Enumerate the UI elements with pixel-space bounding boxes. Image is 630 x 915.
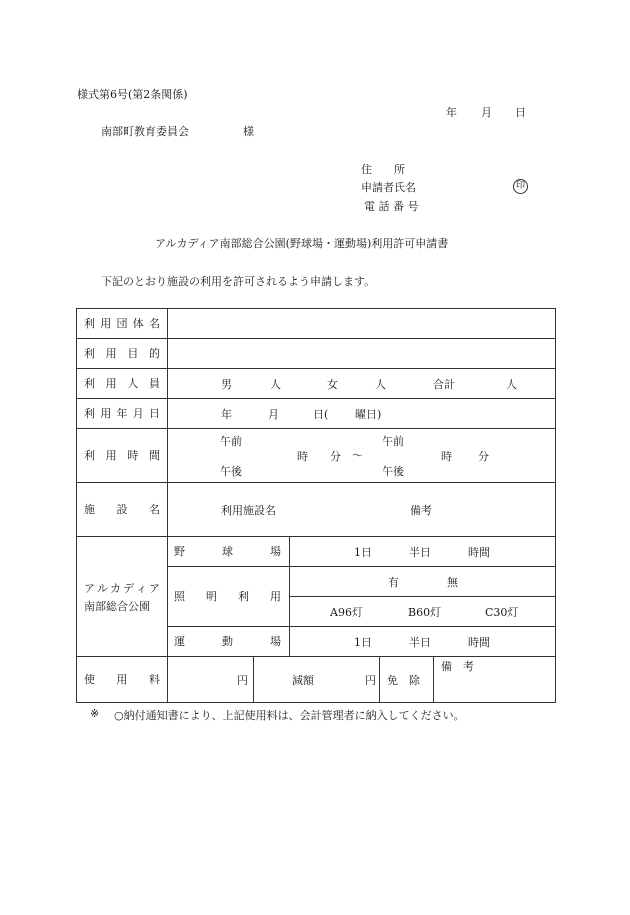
facility-name-label: 利用施設名 <box>221 504 276 517</box>
time-start-pm: 午後 <box>220 465 242 478</box>
fee-reduction-yen: 円 <box>365 674 376 687</box>
note-mark: ※ <box>90 707 100 720</box>
baseball-full-day: 1日 <box>354 546 372 559</box>
label-park-2: 南部総合公園 <box>84 600 150 613</box>
time-end-minute: 分 <box>478 450 489 463</box>
date-year: 年 <box>446 106 457 119</box>
lighting-c30: C30灯 <box>485 606 519 619</box>
ground-full-day: 1日 <box>354 636 372 649</box>
people-total-label: 合計 <box>433 378 455 391</box>
use-date-year: 年 <box>221 408 232 421</box>
label-use-date: 利 用 年 月 日 <box>84 407 160 420</box>
people-total-unit: 人 <box>506 378 517 391</box>
date-month: 月 <box>481 106 492 119</box>
time-tilde: ～ <box>352 449 363 462</box>
baseball-half-day: 半日 <box>409 546 431 559</box>
label-people: 利 用 人 員 <box>84 377 160 390</box>
label-park-1: ア ル カ デ ィ ア <box>84 582 160 595</box>
people-male-label: 男 <box>221 378 232 391</box>
label-fee: 使 用 料 <box>84 673 160 686</box>
time-end-am: 午前 <box>382 435 404 448</box>
time-end-pm: 午後 <box>382 465 404 478</box>
people-female-label: 女 <box>327 378 338 391</box>
people-male-unit: 人 <box>270 378 281 391</box>
fee-reduction-label: 減額 <box>292 674 314 687</box>
time-start-am: 午前 <box>220 435 242 448</box>
use-date-weekday: 曜日) <box>355 408 382 421</box>
addressee-name: 南部町教育委員会 <box>101 125 189 138</box>
label-ground: 運 動 場 <box>174 635 281 648</box>
addressee-honorific: 様 <box>243 125 254 138</box>
people-female-unit: 人 <box>375 378 386 391</box>
label-purpose: 利 用 目 的 <box>84 347 160 360</box>
time-end-hour: 時 <box>441 450 452 463</box>
lighting-yes: 有 <box>388 576 399 589</box>
date-day: 日 <box>515 106 526 119</box>
label-facility: 施 設 名 <box>84 503 160 516</box>
fee-remarks-label: 備 考 <box>441 660 474 673</box>
use-date-day: 日( <box>313 408 329 421</box>
fee-exempt-label: 免 除 <box>387 674 420 687</box>
baseball-hours: 時間 <box>468 546 490 559</box>
label-baseball: 野 球 場 <box>174 545 281 558</box>
applicant-name-label: 申請者氏名 <box>361 181 416 194</box>
label-use-time: 利 用 時 間 <box>84 449 160 462</box>
ground-hours: 時間 <box>468 636 490 649</box>
address-label: 住 所 <box>361 163 405 176</box>
time-start-hour: 時 <box>297 450 308 463</box>
ground-half-day: 半日 <box>409 636 431 649</box>
lighting-no: 無 <box>447 576 458 589</box>
lighting-b60: B60灯 <box>408 606 442 619</box>
seal-mark: 印 <box>513 179 528 194</box>
use-date-month: 月 <box>268 408 279 421</box>
form-number: 様式第6号(第2条関係) <box>77 88 188 101</box>
phone-label: 電 話 番 号 <box>364 200 419 213</box>
lighting-a96: A96灯 <box>330 606 363 619</box>
facility-remarks-label: 備考 <box>410 504 432 517</box>
time-start-minute: 分 <box>330 450 341 463</box>
fee-yen: 円 <box>237 674 248 687</box>
document-title: アルカディア南部総合公園(野球場・運動場)利用許可申請書 <box>155 237 449 250</box>
intro-text: 下記のとおり施設の利用を許可されるよう申請します。 <box>101 275 376 288</box>
label-group-name: 利 用 団 体 名 <box>84 317 160 330</box>
note-text: ○納付通知書により、上記使用料は、会計管理者に納入してください。 <box>114 709 465 722</box>
label-lighting: 照 明 利 用 <box>174 590 281 603</box>
